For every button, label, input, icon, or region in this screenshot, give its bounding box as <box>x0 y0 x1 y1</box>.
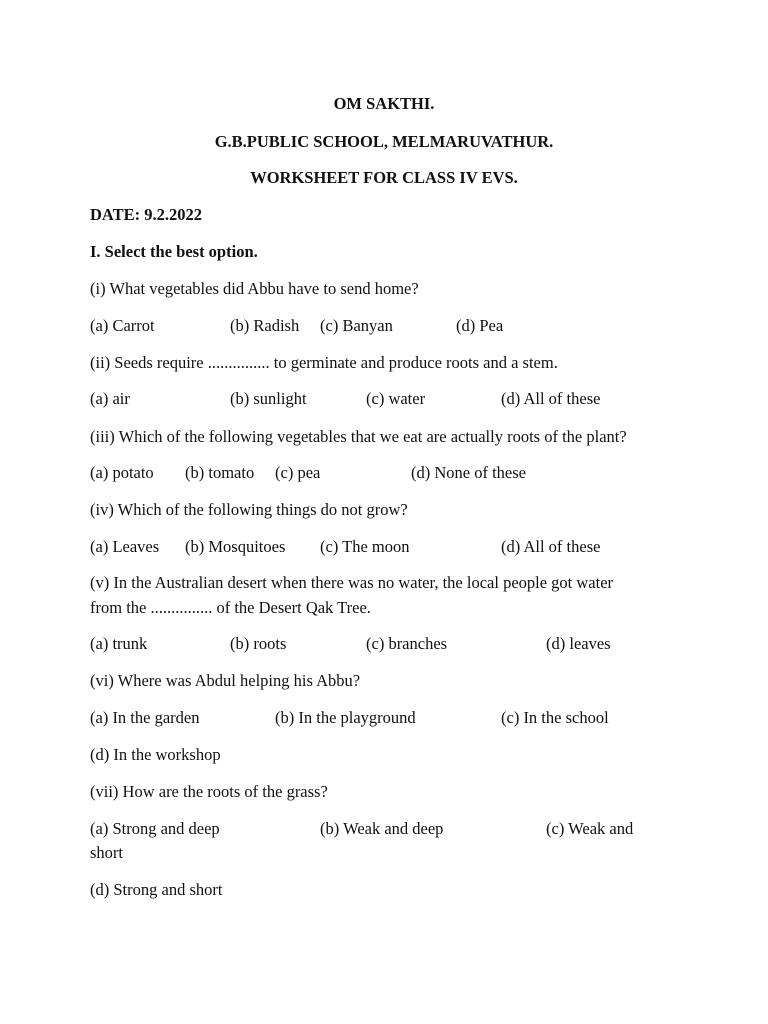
question-4-option-a: (a) Leaves <box>90 537 160 556</box>
question-1-option-d: (d) Pea <box>456 316 504 335</box>
question-3-option-b: (b) tomato <box>185 463 255 482</box>
question-6-option-a: (a) In the garden <box>90 708 200 727</box>
section-title: I. Select the best option. <box>90 242 258 261</box>
question-3-text: (iii) Which of the following vegetables that we eat are actually roots of the plant? <box>90 427 627 446</box>
question-5-option-d: (d) leaves <box>546 634 611 653</box>
question-1-option-c: (c) Banyan <box>320 316 393 335</box>
question-4-option-d: (d) All of these <box>501 537 601 556</box>
question-7-text: (vii) How are the roots of the grass? <box>90 782 328 801</box>
question-4-option-c: (c) The moon <box>320 537 410 556</box>
header-worksheet-title: WORKSHEET FOR CLASS IV EVS. <box>250 168 518 187</box>
question-5-text-line-1: (v) In the Australian desert when there was no water, the local people got water <box>90 573 614 592</box>
worksheet-date: DATE: 9.2.2022 <box>90 205 202 224</box>
question-2-option-d: (d) All of these <box>501 389 601 408</box>
question-2-option-c: (c) water <box>366 389 426 408</box>
question-2-option-b: (b) sunlight <box>230 389 307 408</box>
header-line-1: OM SAKTHI. <box>333 94 435 113</box>
question-5-option-b: (b) roots <box>230 634 287 653</box>
question-3-option-a: (a) potato <box>90 463 154 482</box>
question-4-text: (iv) Which of the following things do not grow? <box>90 500 408 519</box>
question-1-text: (i) What vegetables did Abbu have to send home? <box>90 279 419 298</box>
question-5-option-a: (a) trunk <box>90 634 148 653</box>
question-7-option-c-continued: short <box>90 843 123 862</box>
question-6-option-c: (c) In the school <box>501 708 609 727</box>
header-school-name: G.B.PUBLIC SCHOOL, MELMARUVATHUR. <box>214 132 554 151</box>
question-5-option-c: (c) branches <box>366 634 448 653</box>
question-4-option-b: (b) Mosquitoes <box>185 537 286 556</box>
question-5-text-line-2: from the ............... of the Desert Qak Tree. <box>90 598 371 617</box>
question-7-option-b: (b) Weak and deep <box>320 819 444 838</box>
question-7-option-a: (a) Strong and deep <box>90 819 220 838</box>
question-6-option-b: (b) In the playground <box>275 708 416 727</box>
question-3-option-c: (c) pea <box>275 463 321 482</box>
question-7-option-d: (d) Strong and short <box>90 880 223 899</box>
question-2-option-a: (a) air <box>90 389 130 408</box>
question-1-option-a: (a) Carrot <box>90 316 155 335</box>
question-2-text: (ii) Seeds require ............... to germinate and produce roots and a stem. <box>90 353 558 372</box>
question-6-option-d: (d) In the workshop <box>90 745 221 764</box>
question-6-text: (vi) Where was Abdul helping his Abbu? <box>90 671 361 690</box>
question-3-option-d: (d) None of these <box>411 463 527 482</box>
question-1-option-b: (b) Radish <box>230 316 300 335</box>
question-7-option-c: (c) Weak and <box>546 819 634 838</box>
